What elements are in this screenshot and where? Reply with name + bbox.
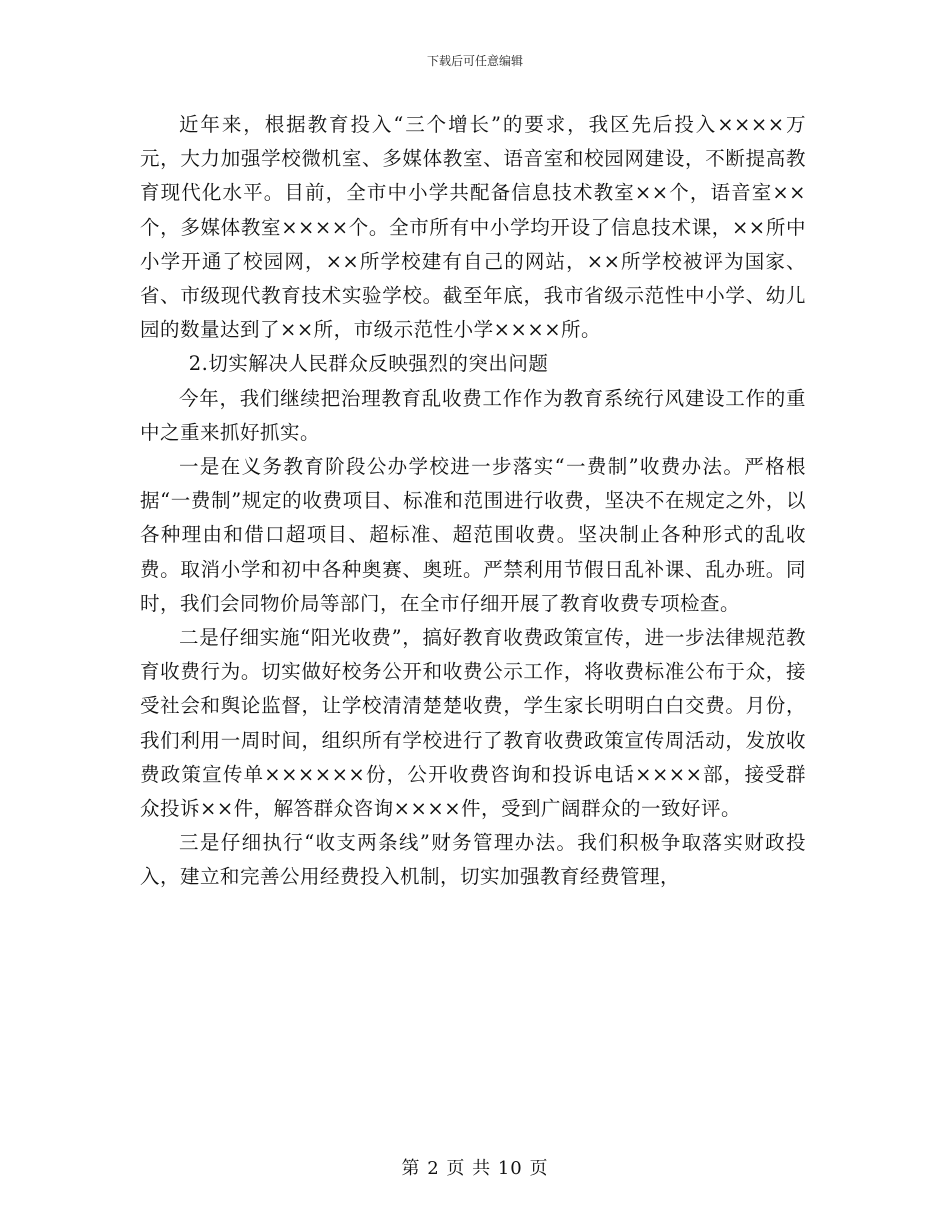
document-body bbox=[140, 108, 806, 895]
paragraph: 一是在义务教育阶段公办学校进一步落实“一费制”收费办法。严格根据“一费制”规定的收费项目、标准和范围进行收费，坚决不在规定之外，以各种理由和借口超项目、超标准、超范围收费。坚决制止各种形式的乱收费。取消小学和初中各种奥赛、奥班。严禁利用节假日乱补课、乱办班。同时，我们会同物价局等部门，在全市仔细开展了教育收费专项检查。 bbox=[140, 455, 806, 615]
paragraph: 近年来，根据教育投入“三个增长”的要求，我区先后投入××××万元，大力加强学校微机室、多媒体教室、语音室和校园网建设，不断提高教育现代化水平。目前，全市中小学共配备信息技术教室××个，语音室××个，多媒体教室××××个。全市所有中小学均开设了信息技术课，××所中小学开通了校园网，××所学校建有自己的网站，××所学校被评为国家、省、市级现代教育技术实验学校。截至年底，我市省级示范性中小学、幼儿园的数量达到了××所，市级示范性小学××××所。 bbox=[140, 113, 806, 342]
paragraph: 今年，我们继续把治理教育乱收费工作作为教育系统行风建设工作的重中之重来抓好抓实。 bbox=[140, 386, 806, 444]
paragraph: 三是仔细执行“收支两条线”财务管理办法。我们积极争取落实财政投入，建立和完善公用经费投入机制，切实加强教育经费管理， bbox=[140, 831, 806, 889]
page-number: 第 2 页 共 10 页 bbox=[401, 1158, 549, 1179]
page-footer bbox=[0, 1154, 950, 1180]
paragraph: 二是仔细实施“阳光收费”，搞好教育收费政策宣传，进一步法律规范教育收费行为。切实做好校务公开和收费公示工作，将收费标准公布于众，接受社会和舆论监督，让学校清清楚楚收费，学生家长明明白白交费。月份，我们利用一周时间，组织所有学校进行了教育收费政策宣传周活动，发放收费政策宣传单××××××份，公开收费咨询和投诉电话××××部，接受群众投诉××件，解答群众咨询××××件，受到广阔群众的一致好评。 bbox=[140, 626, 806, 821]
page-header: 下载后可任意编辑 bbox=[426, 54, 523, 68]
section-heading: 2.切实解决人民群众反映强烈的突出问题 bbox=[188, 352, 549, 376]
